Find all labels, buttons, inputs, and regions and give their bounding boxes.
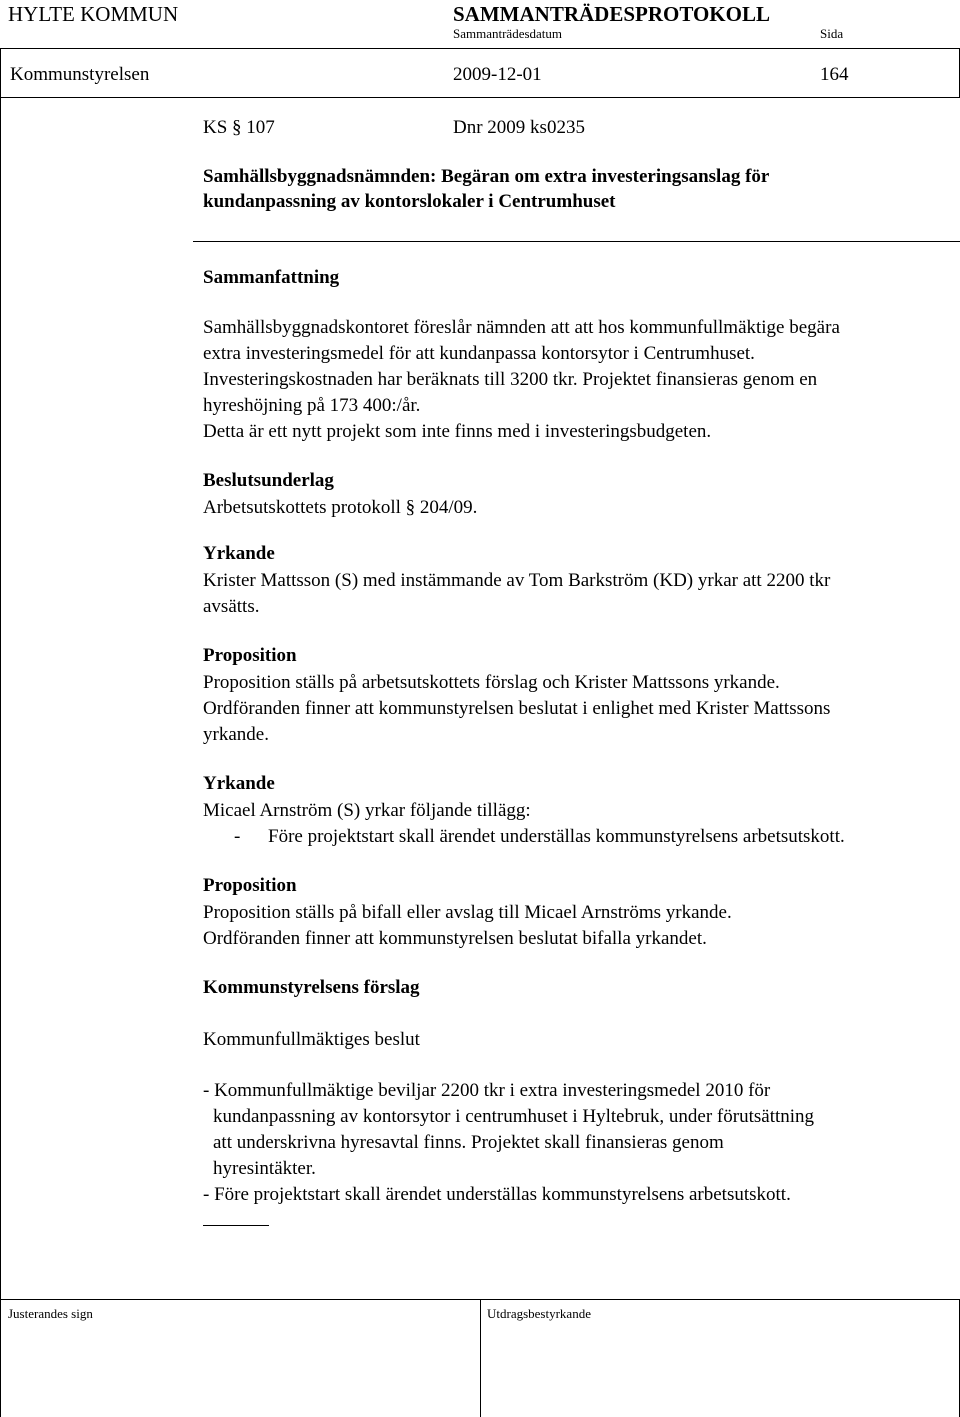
motion-2-intro: Micael Arnström (S) yrkar följande tillägg: — [203, 800, 531, 821]
basis-heading: Beslutsunderlag — [203, 470, 334, 491]
footer-divider — [480, 1299, 481, 1417]
decision-line-3: att underskrivna hyresavtal finns. Projektet skall finansieras genom — [213, 1132, 724, 1153]
case-number: KS § 107 — [203, 117, 275, 138]
page-label: Sida — [820, 26, 844, 41]
body-left-border — [0, 248, 1, 1306]
proposition-2-line-1: Proposition ställs på bifall eller avslag till Micael Arnströms yrkande. — [203, 902, 732, 923]
footer-left-border — [0, 1299, 1, 1417]
title-rule — [193, 241, 960, 242]
proposition-1-heading: Proposition — [203, 645, 297, 666]
motion-2-bullet-mark: - — [234, 826, 241, 847]
summary-line-5: Detta är ett nytt projekt som inte finns med i investeringsbudgeten. — [203, 421, 712, 442]
council-decision-label: Kommunfullmäktiges beslut — [203, 1029, 420, 1050]
date-label: Sammanträdesdatum — [453, 26, 563, 41]
proposition-2-heading: Proposition — [203, 875, 297, 896]
decision-line-4: hyresintäkter. — [213, 1158, 316, 1179]
summary-line-3: Investeringskostnaden har beräknats till 3200 tkr. Projektet finansieras genom en — [203, 369, 818, 390]
document-type: SAMMANTRÄDESPROTOKOLL — [453, 2, 770, 26]
header-left-border — [0, 48, 1, 248]
footer-signature-label: Justerandes sign — [8, 1306, 93, 1321]
summary-line-2: extra investeringsmedel för att kundanpassa kontorsytor i Centrumhuset. — [203, 343, 755, 364]
summary-heading: Sammanfattning — [203, 267, 340, 288]
summary-line-1: Samhällsbyggnadskontoret föreslår nämnden att att hos kommunfullmäktige begära — [203, 317, 840, 338]
decision-line-1: - Kommunfullmäktige beviljar 2200 tkr i extra investeringsmedel 2010 för — [203, 1080, 771, 1101]
meeting-date: 2009-12-01 — [453, 64, 542, 85]
closing-rule — [203, 1225, 269, 1226]
summary-line-4: hyreshöjning på 173 400:/år. — [203, 395, 421, 416]
footer-certification-label: Utdragsbestyrkande — [487, 1306, 591, 1321]
motion-1-heading: Yrkande — [203, 543, 275, 564]
municipality-name: HYLTE KOMMUN — [8, 2, 179, 26]
page-number: 164 — [820, 64, 849, 85]
decision-line-2: kundanpassning av kontorsytor i centrumhuset i Hyltebruk, under förutsättning — [213, 1106, 815, 1127]
proposition-1-line-3: yrkande. — [203, 724, 269, 745]
decision-line-5: - Före projektstart skall ärendet underställas kommunstyrelsens arbetsutskott. — [203, 1184, 791, 1205]
case-title-line-1: Samhällsbyggnadsnämnden: Begäran om extra investeringsanslag för — [203, 166, 770, 187]
header-bottom-rule — [0, 97, 960, 98]
proposal-heading: Kommunstyrelsens förslag — [203, 977, 420, 998]
case-title-line-2: kundanpassning av kontorslokaler i Centrumhuset — [203, 191, 616, 212]
proposition-1-line-2: Ordföranden finner att kommunstyrelsen beslutat i enlighet med Krister Mattssons — [203, 698, 831, 719]
committee-name: Kommunstyrelsen — [10, 64, 150, 85]
header-top-rule — [0, 48, 960, 49]
motion-1-line-2: avsätts. — [203, 596, 260, 617]
diary-number: Dnr 2009 ks0235 — [453, 117, 585, 138]
motion-1-line-1: Krister Mattsson (S) med instämmande av Tom Barkström (KD) yrkar att 2200 tkr — [203, 570, 831, 591]
proposition-1-line-1: Proposition ställs på arbetsutskottets förslag och Krister Mattssons yrkande. — [203, 672, 780, 693]
proposition-2-line-2: Ordföranden finner att kommunstyrelsen beslutat bifalla yrkandet. — [203, 928, 707, 949]
basis-text: Arbetsutskottets protokoll § 204/09. — [203, 497, 478, 518]
motion-2-heading: Yrkande — [203, 773, 275, 794]
motion-2-bullet-text: Före projektstart skall ärendet underställas kommunstyrelsens arbetsutskott. — [268, 826, 845, 847]
